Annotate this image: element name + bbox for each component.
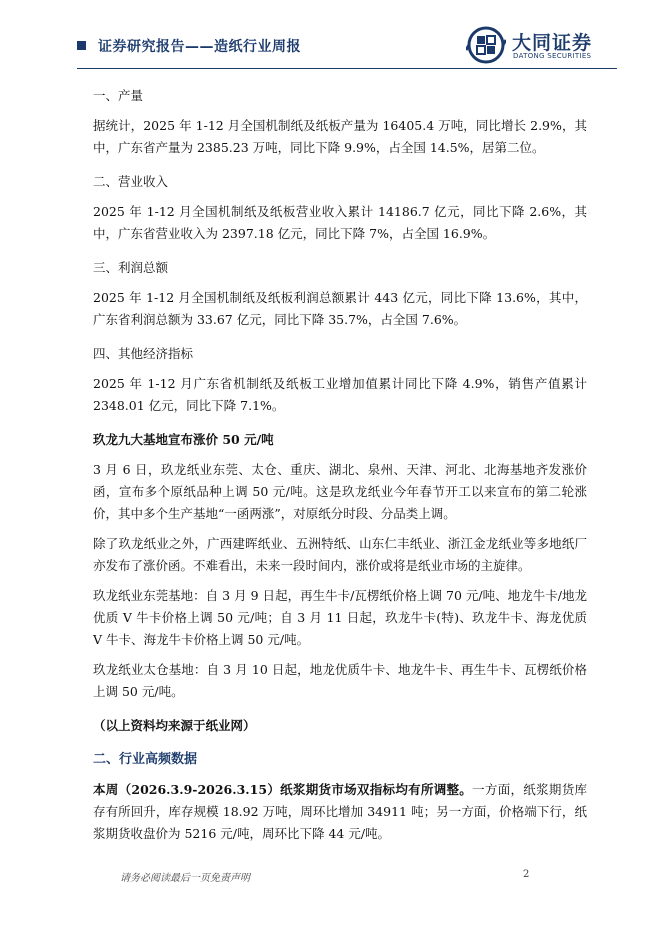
paragraph-news-4: 玖龙纸业太仓基地：自 3 月 10 日起，地龙优质牛卡、地龙牛卡、再生牛卡、瓦楞纸价格上调 50 元/吨。: [93, 662, 587, 699]
source-note: （以上资料均来源于纸业网）: [93, 718, 256, 733]
paragraph-pulp-futures: [93, 779, 587, 845]
page-header: [0, 0, 662, 72]
header-square-icon: [77, 41, 86, 50]
report-title: 证券研究报告——造纸行业周报: [98, 39, 301, 55]
paragraph-profit: 2025 年 1-12 月全国机制纸及纸板利润总额累计 443 亿元，同比下降 13.6%，其中，广东省利润总额为 33.67 亿元，同比下降 35.7%，占全国 7.6%。: [93, 290, 587, 327]
paragraph-news-2: 除了玖龙纸业之外，广西建晖纸业、五洲特纸、山东仁丰纸业、浙江金龙纸业等多地纸厂亦发布了涨价函。不难看出，未来一段时间内，涨价或将是纸业市场的主旋律。: [93, 536, 587, 573]
paragraph-revenue: 2025 年 1-12 月全国机制纸及纸板营业收入累计 14186.7 亿元，同比下降 2.6%，其中，广东省营业收入为 2397.18 亿元，同比下降 7%，占全国 16.9%。: [93, 204, 587, 241]
paragraph-other-indicators: 2025 年 1-12 月广东省机制纸及纸板工业增加值累计同比下降 4.9%，销售产值累计 2348.01 亿元，同比下降 7.1%。: [93, 376, 587, 413]
logo-text-en: DATONG SECURITIES: [513, 52, 592, 60]
report-body: [93, 85, 587, 845]
paragraph-output: 据统计，2025 年 1-12 月全国机制纸及纸板产量为 16405.4 万吨，同比增长 2.9%，其中，广东省产量为 2385.23 万吨，同比下降 9.9%，占全国 14.5%，居第二位。: [93, 118, 587, 155]
paragraph-news-1: 3 月 6 日，玖龙纸业东莞、太仓、重庆、湖北、泉州、天津、河北、北海基地齐发涨价函，宣布多个原纸品种上调 50 元/吨。这是玖龙纸业今年春节开工以来宣布的第二轮涨价，其中多个生产基地“一函两涨”，对原纸分时段、分品类上调。: [93, 462, 587, 521]
company-logo: [466, 25, 616, 65]
pulp-summary-detail: 一方面，纸浆期货库存有所回升，库存规模 18.92 万吨，周环比增加 34911 吨；另一方面，价格端下行，纸浆期货收盘价为 5216 元/吨，周环比下降 44 元/吨。: [93, 782, 587, 841]
pulp-summary-bold: 本周（2026.3.9-2026.3.15）纸浆期货市场双指标均有所调整。: [93, 782, 473, 797]
heading-other-indicators: 四、其他经济指标: [93, 346, 194, 361]
section-heading-high-frequency: 二、行业高频数据: [93, 752, 198, 767]
heading-revenue: 二、营业收入: [93, 174, 169, 189]
header-divider: [77, 68, 617, 69]
news-title: 玖龙九大基地宣布涨价 50 元/吨: [93, 432, 274, 447]
paragraph-news-3: 玖龙纸业东莞基地：自 3 月 9 日起，再生牛卡/瓦楞纸价格上调 70 元/吨、地龙牛卡/地龙优质 V 牛卡价格上调 50 元/吨；自 3 月 11 日起，玖龙牛卡(特)、玖龙牛卡、海龙优质 V 牛卡、海龙牛卡价格上调 50 元/吨。: [93, 588, 587, 647]
heading-output: 一、产量: [93, 88, 144, 103]
page-number: 2: [523, 869, 530, 880]
heading-profit: 三、利润总额: [93, 260, 169, 275]
datong-logo-icon: [466, 25, 506, 65]
logo-text-cn: 大同证券: [512, 32, 593, 54]
disclaimer-note: 请务必阅读最后一页免责声明: [120, 873, 250, 884]
